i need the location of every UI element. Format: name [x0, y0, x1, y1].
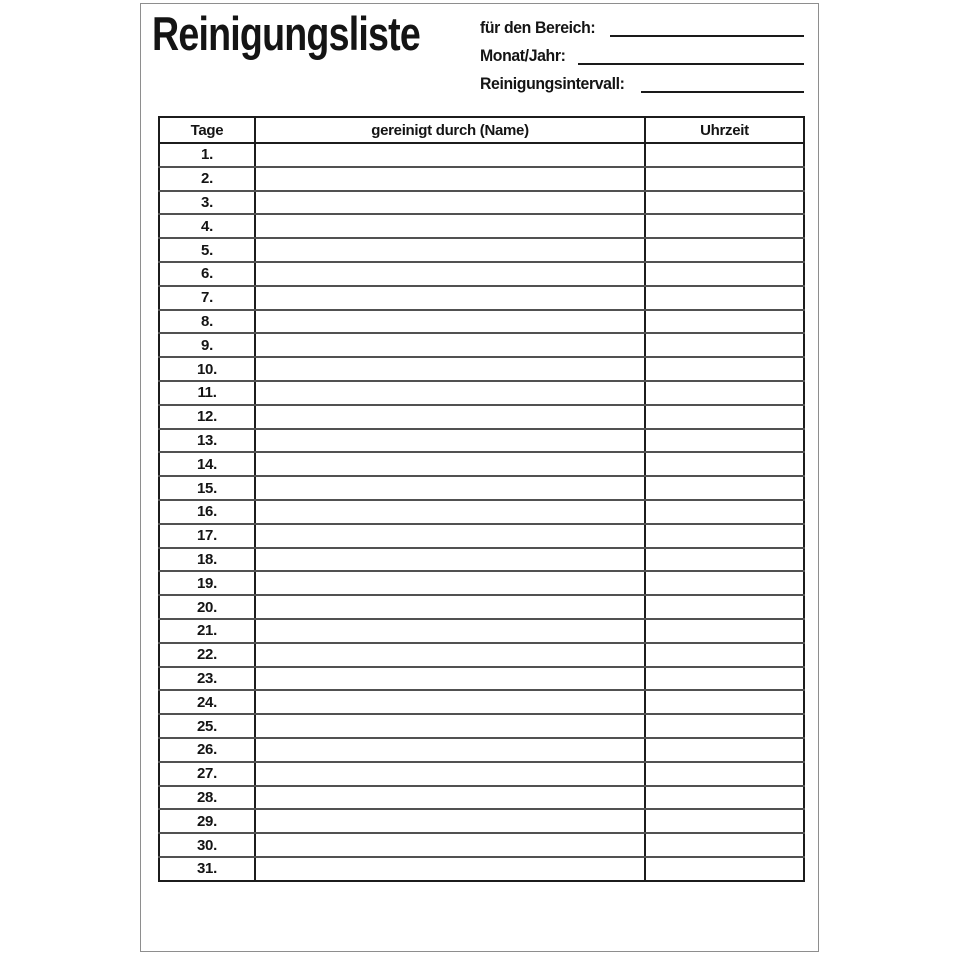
table-row: [159, 667, 804, 691]
time-cell-blank: [645, 452, 804, 476]
time-cell-blank: [645, 476, 804, 500]
day-cell: 18.: [159, 548, 255, 572]
time-cell-blank: [645, 286, 804, 310]
name-cell-blank: [255, 738, 645, 762]
name-cell-blank: [255, 143, 645, 167]
day-cell: 23.: [159, 667, 255, 691]
name-cell-blank: [255, 857, 645, 881]
name-cell-blank: [255, 786, 645, 810]
name-cell-blank: [255, 429, 645, 453]
name-cell-blank: [255, 667, 645, 691]
day-cell: 31.: [197, 860, 217, 878]
name-cell-blank: [255, 571, 645, 595]
time-cell-blank: [645, 357, 804, 381]
table-row: [159, 238, 804, 262]
table-row: [159, 381, 804, 405]
time-cell-blank: [645, 238, 804, 262]
time-cell-blank: [645, 786, 804, 810]
table-row: [159, 500, 804, 524]
table-row: [159, 786, 804, 810]
table-row: [159, 714, 804, 738]
time-cell-blank: [645, 595, 804, 619]
name-cell-blank: [255, 833, 645, 857]
name-cell-blank: [255, 381, 645, 405]
name-cell-blank: [255, 690, 645, 714]
table-row: [159, 214, 804, 238]
header-fields: [480, 10, 804, 94]
name-cell-blank: [255, 214, 645, 238]
time-cell-blank: [645, 809, 804, 833]
day-cell: 14.: [159, 452, 255, 476]
table-row: [159, 333, 804, 357]
time-cell-blank: [645, 310, 804, 334]
time-cell-blank: [645, 500, 804, 524]
time-cell-blank: [645, 619, 804, 643]
field-bereich-label: für den Bereich:: [480, 18, 596, 38]
name-cell-blank: [255, 643, 645, 667]
table-row: [159, 690, 804, 714]
table-row: [159, 738, 804, 762]
time-cell-blank: [645, 333, 804, 357]
day-cell: 6.: [159, 262, 255, 286]
table-row: [159, 167, 804, 191]
day-cell: 3.: [159, 191, 255, 215]
day-cell: 9.: [159, 333, 255, 357]
field-reinigungsintervall-blank-line: [641, 91, 804, 93]
name-cell-blank: [255, 476, 645, 500]
field-monat-jahr-blank-line: [578, 63, 804, 65]
table-row: [159, 429, 804, 453]
time-cell-blank: [645, 214, 804, 238]
field-reinigungsintervall: [480, 66, 804, 94]
name-cell-blank: [255, 500, 645, 524]
day-cell: 21.: [159, 619, 255, 643]
day-cell: 22.: [159, 643, 255, 667]
time-cell-blank: [645, 643, 804, 667]
name-cell-blank: [255, 238, 645, 262]
column-header-tage: Tage: [159, 117, 255, 143]
day-cell: 24.: [159, 690, 255, 714]
time-cell-blank: [645, 738, 804, 762]
table-row: [159, 809, 804, 833]
name-cell-blank: [255, 548, 645, 572]
table-row: [159, 143, 804, 167]
name-cell-blank: [255, 595, 645, 619]
table-row: [159, 857, 804, 881]
name-cell-blank: [255, 333, 645, 357]
form-title: Reinigungsliste: [152, 7, 420, 60]
day-cell: 27.: [159, 762, 255, 786]
table-row: [159, 571, 804, 595]
time-cell-blank: [645, 857, 804, 881]
name-cell-blank: [255, 452, 645, 476]
day-cell: 15.: [159, 476, 255, 500]
time-cell-blank: [645, 762, 804, 786]
field-monat-jahr: [480, 38, 804, 66]
name-cell-blank: [255, 762, 645, 786]
table-row: [159, 405, 804, 429]
day-cell: 16.: [159, 500, 255, 524]
time-cell-blank: [645, 167, 804, 191]
form-sheet: [140, 3, 819, 952]
table-row: [159, 262, 804, 286]
table-header-row: [159, 117, 804, 143]
name-cell-blank: [255, 286, 645, 310]
table-row: [159, 619, 804, 643]
table-row: [159, 476, 804, 500]
field-bereich-blank-line: [610, 35, 804, 37]
day-cell: 25.: [159, 714, 255, 738]
time-cell-blank: [645, 833, 804, 857]
day-cell: 29.: [159, 809, 255, 833]
field-reinigungsintervall-label: Reinigungsintervall:: [480, 74, 625, 94]
day-cell: 26.: [159, 738, 255, 762]
table-row: [159, 452, 804, 476]
name-cell-blank: [255, 619, 645, 643]
name-cell-blank: [255, 524, 645, 548]
day-cell: 17.: [159, 524, 255, 548]
column-header-gereinigt-durch: gereinigt durch (Name): [255, 117, 645, 143]
day-cell: 28.: [159, 786, 255, 810]
field-monat-jahr-label: Monat/Jahr:: [480, 46, 566, 66]
time-cell-blank: [645, 524, 804, 548]
name-cell-blank: [255, 405, 645, 429]
table-row: [159, 643, 804, 667]
time-cell-blank: [645, 714, 804, 738]
table-row: [159, 762, 804, 786]
cleaning-log-table: [158, 116, 805, 882]
day-cell: 13.: [159, 429, 255, 453]
table-row: [159, 833, 804, 857]
time-cell-blank: [645, 262, 804, 286]
day-cell: 12.: [159, 405, 255, 429]
day-cell: 30.: [159, 833, 255, 857]
table-row: [159, 357, 804, 381]
table-row: [159, 310, 804, 334]
time-cell-blank: [645, 571, 804, 595]
name-cell-blank: [255, 262, 645, 286]
name-cell-blank: [255, 714, 645, 738]
time-cell-blank: [645, 191, 804, 215]
name-cell-blank: [255, 191, 645, 215]
time-cell-blank: [645, 405, 804, 429]
table-row: [159, 524, 804, 548]
time-cell-blank: [645, 381, 804, 405]
day-cell: 7.: [159, 286, 255, 310]
time-cell-blank: [645, 690, 804, 714]
time-cell-blank: [645, 667, 804, 691]
table-row: [159, 286, 804, 310]
field-bereich: [480, 10, 804, 38]
time-cell-blank: [645, 143, 804, 167]
name-cell-blank: [255, 167, 645, 191]
table-row: [159, 548, 804, 572]
time-cell-blank: [645, 429, 804, 453]
day-cell: 20.: [159, 595, 255, 619]
day-cell: 5.: [159, 238, 255, 262]
day-cell: 4.: [159, 214, 255, 238]
day-cell: 2.: [159, 167, 255, 191]
column-header-uhrzeit: Uhrzeit: [645, 117, 804, 143]
name-cell-blank: [255, 357, 645, 381]
time-cell-blank: [645, 548, 804, 572]
table-row: [159, 191, 804, 215]
name-cell-blank: [255, 310, 645, 334]
day-cell: 1.: [159, 143, 255, 167]
day-cell: 8.: [159, 310, 255, 334]
table-row: [159, 595, 804, 619]
day-cell: 19.: [159, 571, 255, 595]
day-cell: 10.: [159, 357, 255, 381]
day-cell: 11.: [159, 381, 255, 405]
name-cell-blank: [255, 809, 645, 833]
